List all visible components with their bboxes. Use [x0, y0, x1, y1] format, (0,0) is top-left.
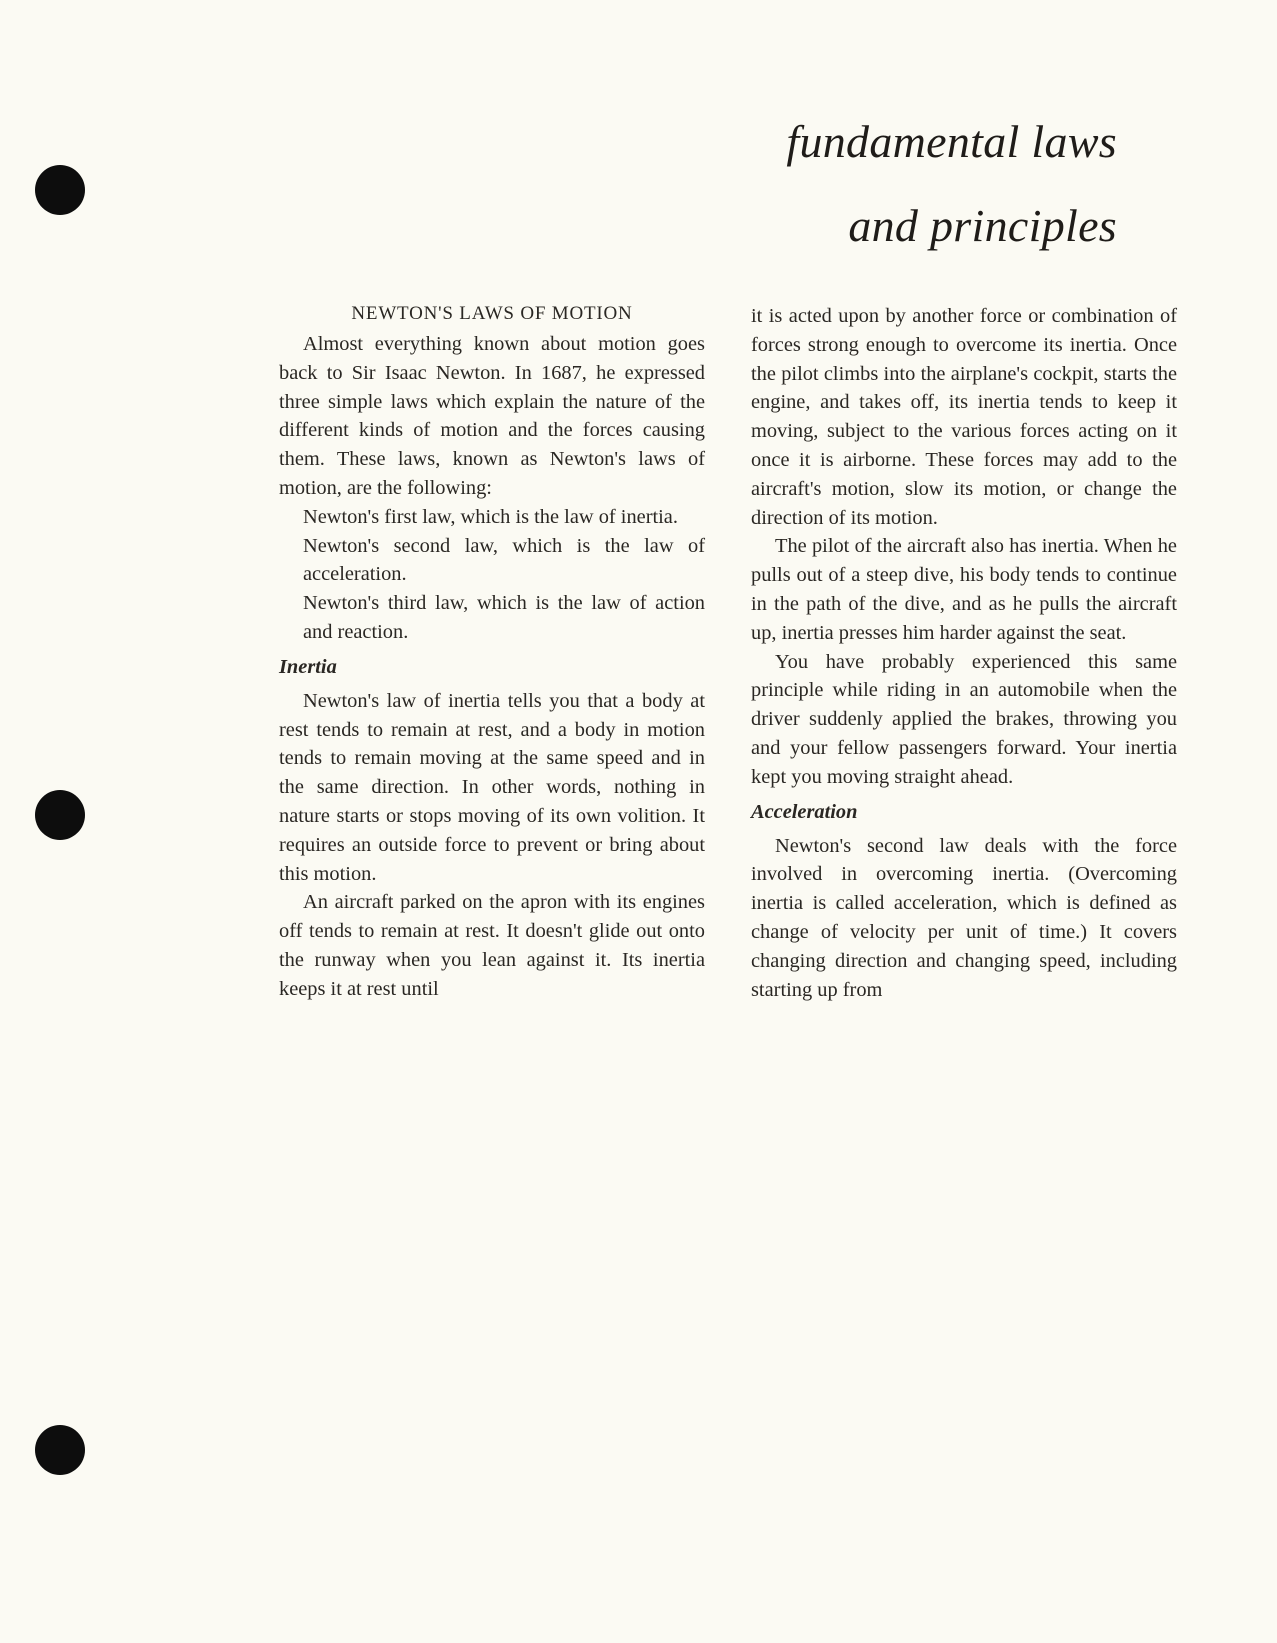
section-heading: NEWTON'S LAWS OF MOTION [351, 303, 633, 324]
subheading-acceleration: Acceleration [751, 800, 858, 823]
aircraft-paragraph: An aircraft parked on the apron with its engines off tends to remain at rest. It doesn't glide out onto the runway when you lean against it. Its inertia keeps it at rest until [279, 891, 705, 1000]
law-item-second: Newton's second law, which is the law of acceleration. [303, 534, 705, 586]
left-column [279, 300, 705, 1004]
pilot-paragraph: The pilot of the aircraft also has inertia. When he pulls out of a steep dive, his body tends to continue in the path of the dive, and as he pulls the aircraft up, inertia presses him harder against the seat. [751, 535, 1177, 644]
inertia-paragraph: Newton's law of inertia tells you that a body at rest tends to remain at rest, and a body in motion tends to remain moving at the same speed and in the same direction. In other words, nothing in nature starts or stops moving of its own volition. It requires an outside force to prevent or bring about this motion. [279, 689, 705, 885]
continued-paragraph: it is acted upon by another force or combination of forces strong enough to overcome its inertia. Once the pilot climbs into the airplane's cockpit, starts the engine, and takes off, its inertia tends to keep it moving, subject to the various forces acting on it once it is airborne. These forces may add to the aircraft's motion, slow its motion, or change the direction of its motion. [751, 305, 1177, 529]
law-item-third: Newton's third law, which is the law of action and reaction. [303, 592, 705, 643]
subheading-inertia: Inertia [279, 655, 337, 678]
page-title-line-1: fundamental laws [786, 116, 1117, 167]
law-item-first: Newton's first law, which is the law of inertia. [303, 505, 678, 528]
binder-hole-middle [35, 790, 85, 840]
intro-paragraph: Almost everything known about motion goes back to Sir Isaac Newton. In 1687, he expressed three simple laws which explain the nature of the different kinds of motion and the forces causing them. These laws, known as Newton's laws of motion, are the following: [279, 333, 705, 499]
right-column [751, 302, 1177, 1004]
page-title [786, 100, 1117, 268]
binder-hole-bottom [35, 1425, 85, 1475]
automobile-paragraph: You have probably experienced this same principle while riding in an automobile when the driver suddenly applied the brakes, throwing you and your fellow passengers forward. Your inertia kept you moving straight ahead. [751, 650, 1177, 788]
binder-hole-top [35, 165, 85, 215]
acceleration-paragraph: Newton's second law deals with the force involved in overcoming inertia. (Overcoming inertia is called acceleration, which is defined as change of velocity per unit of time.) It covers changing direction and changing speed, including starting up from [751, 834, 1177, 1001]
page-title-line-2: and principles [848, 200, 1117, 251]
